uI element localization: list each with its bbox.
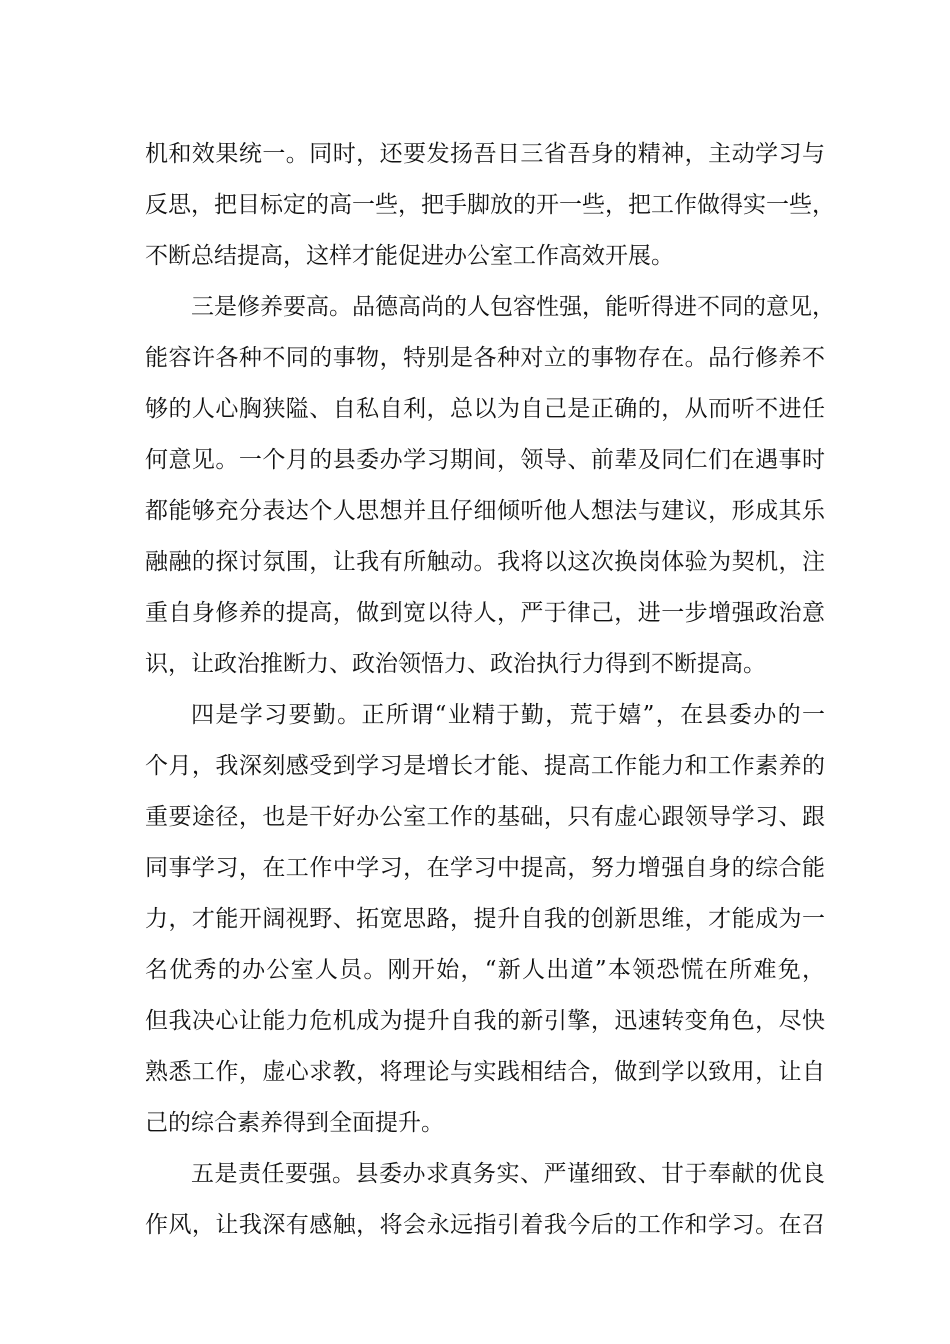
text-line-22: 作风，让我深有感触，将会永远指引着我今后的工作和学习。在召: [145, 1212, 825, 1238]
text-line-6: 够的人心胸狭隘、自私自利，总以为自己是正确的，从而听不进任: [145, 396, 825, 422]
text-line-5: 能容许各种不同的事物，特别是各种对立的事物存在。品行修养不: [145, 345, 825, 371]
text-line-19: 熟悉工作，虚心求教，将理论与实践相结合，做到学以致用，让自: [145, 1059, 825, 1085]
text-line-12: 四是学习要勤。正所谓“业精于勤，荒于嬉”，在县委办的一: [191, 702, 825, 728]
text-line-1: 机和效果统一。同时，还要发扬吾日三省吾身的精神，主动学习与: [145, 141, 825, 167]
text-line-4: 三是修养要高。品德高尚的人包容性强，能听得进不同的意见，: [191, 294, 835, 320]
text-line-10: 重自身修养的提高，做到宽以待人，严于律己，进一步增强政治意: [145, 600, 825, 626]
text-line-15: 同事学习，在工作中学习，在学习中提高，努力增强自身的综合能: [145, 855, 825, 881]
text-line-16: 力，才能开阔视野、拓宽思路，提升自我的创新思维，才能成为一: [145, 906, 825, 932]
text-line-3: 不断总结提高，这样才能促进办公室工作高效开展。: [145, 243, 674, 269]
text-line-8: 都能够充分表达个人思想并且仔细倾听他人想法与建议，形成其乐: [145, 498, 825, 524]
text-line-7: 何意见。一个月的县委办学习期间，领导、前辈及同仁们在遇事时: [145, 447, 825, 473]
text-line-2: 反思，把目标定的高一些，把手脚放的开一些，把工作做得实一些，: [145, 192, 835, 218]
text-line-20: 己的综合素养得到全面提升。: [145, 1110, 444, 1136]
text-line-18: 但我决心让能力危机成为提升自我的新引擎，迅速转变角色，尽快: [145, 1008, 825, 1034]
text-line-21: 五是责任要强。县委办求真务实、严谨细致、甘于奉献的优良: [191, 1161, 825, 1187]
text-line-17: 名优秀的办公室人员。刚开始，“新人出道”本领恐慌在所难免，: [145, 957, 825, 983]
text-line-13: 个月，我深刻感受到学习是增长才能、提高工作能力和工作素养的: [145, 753, 825, 779]
text-line-11: 识，让政治推断力、政治领悟力、政治执行力得到不断提高。: [145, 651, 766, 677]
text-line-9: 融融的探讨氛围，让我有所触动。我将以这次换岗体验为契机，注: [145, 549, 825, 575]
text-line-14: 重要途径，也是干好办公室工作的基础，只有虚心跟领导学习、跟: [145, 804, 825, 830]
